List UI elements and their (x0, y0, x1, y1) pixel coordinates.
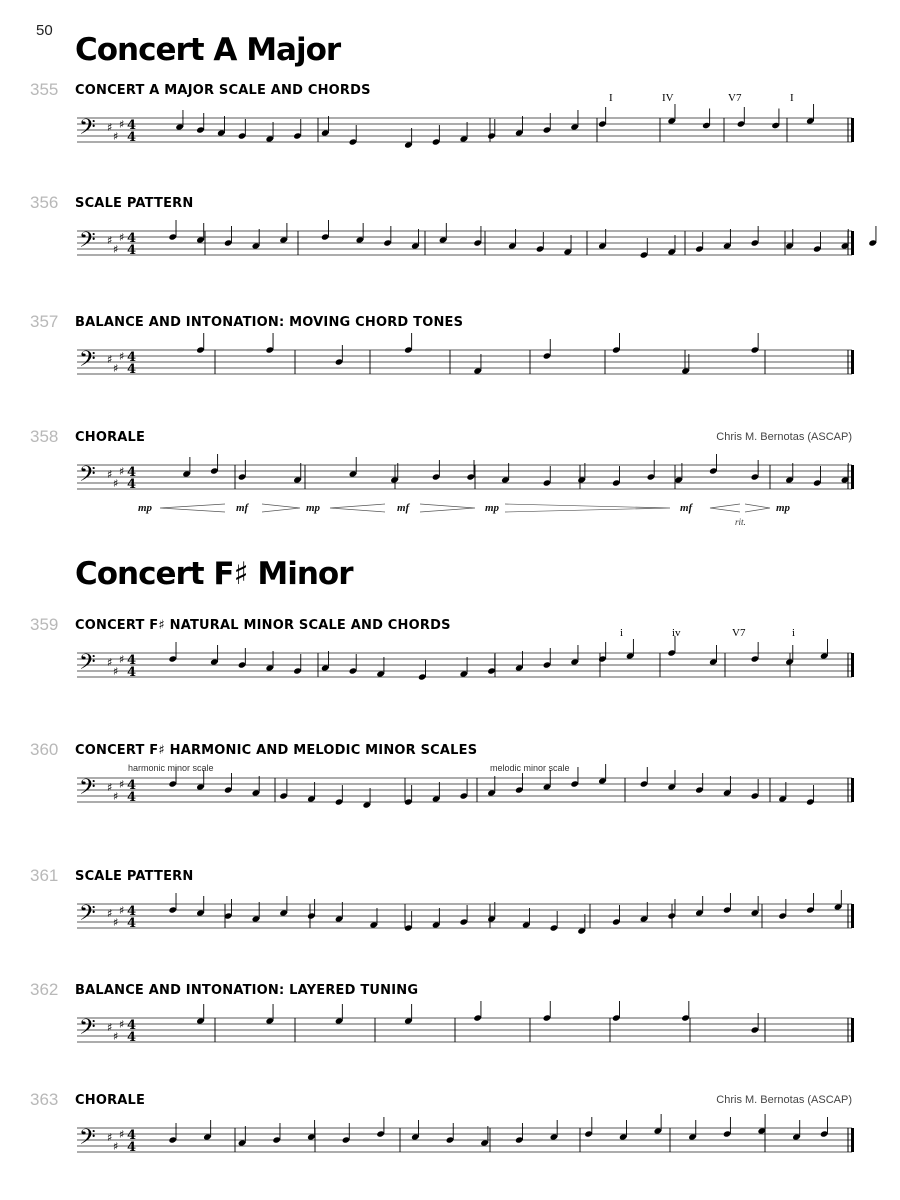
sharp-icon: ♯ (113, 477, 119, 490)
music-staff (0, 866, 900, 946)
decrescendo-hairpin (420, 504, 475, 512)
time-signature-bottom: 4 (127, 1140, 137, 1155)
music-staff (0, 1090, 900, 1170)
chord-label: i (792, 627, 796, 639)
exercise-title: SCALE PATTERN (75, 196, 194, 211)
sharp-icon: ♯ (113, 790, 119, 803)
exercise-number: 362 (30, 980, 59, 999)
final-barline (851, 231, 854, 255)
time-signature-bottom: 4 (127, 362, 137, 377)
final-barline (851, 904, 854, 928)
time-signature-bottom: 4 (127, 243, 137, 258)
time-signature-bottom: 4 (127, 1030, 137, 1045)
final-barline (851, 350, 854, 374)
sharp-icon: ♯ (107, 234, 113, 247)
sharp-icon: ♯ (113, 1030, 119, 1043)
final-barline (851, 1018, 854, 1042)
section-title-a-major: Concert A Major (75, 32, 341, 68)
decrescendo-hairpin (262, 504, 300, 512)
final-barline (851, 778, 854, 802)
sharp-icon: ♯ (119, 465, 125, 478)
chord-label: V7 (732, 627, 746, 639)
chord-label: IV (662, 92, 674, 104)
bass-clef-icon: 𝄢 (79, 1015, 96, 1045)
section-title-f-sharp-minor: Concert F♯ Minor (75, 556, 353, 592)
composer-credit: Chris M. Bernotas (ASCAP) (716, 431, 852, 443)
sharp-icon: ♯ (119, 778, 125, 791)
sharp-icon: ♯ (113, 916, 119, 929)
music-staff (0, 80, 900, 160)
exercise-number: 358 (30, 427, 59, 446)
time-signature-top: 4 (127, 1018, 137, 1033)
exercise-number: 357 (30, 312, 59, 331)
sharp-icon: ♯ (107, 121, 113, 134)
music-staff (0, 740, 900, 820)
bass-clef-icon: 𝄢 (79, 462, 96, 492)
bass-clef-icon: 𝄢 (79, 901, 96, 931)
exercise-title: BALANCE AND INTONATION: LAYERED TUNING (75, 983, 419, 998)
bass-clef-icon: 𝄢 (79, 1125, 96, 1155)
sharp-icon: ♯ (119, 1128, 125, 1141)
exercise-number: 359 (30, 615, 59, 634)
chord-label: I (609, 92, 613, 104)
sharp-icon: ♯ (107, 656, 113, 669)
exercise-title: CONCERT A MAJOR SCALE AND CHORDS (75, 83, 371, 98)
hairpins (0, 427, 900, 527)
dynamic-marking: mf (397, 502, 410, 514)
music-staff (0, 312, 900, 392)
sharp-icon: ♯ (119, 350, 125, 363)
sharp-icon: ♯ (107, 468, 113, 481)
time-signature-top: 4 (127, 350, 137, 365)
sharp-icon: ♯ (119, 118, 125, 131)
time-signature-top: 4 (127, 231, 137, 246)
crescendo-hairpin (330, 504, 385, 512)
exercise-title: CONCERT F♯ NATURAL MINOR SCALE AND CHORDS (75, 618, 451, 633)
exercise-number: 361 (30, 866, 59, 885)
sharp-icon: ♯ (107, 1131, 113, 1144)
time-signature-top: 4 (127, 904, 137, 919)
composer-credit: Chris M. Bernotas (ASCAP) (716, 1094, 852, 1106)
annotation-harmonic: harmonic minor scale (128, 763, 214, 773)
final-barline (851, 118, 854, 142)
dynamic-marking: mf (236, 502, 249, 514)
final-barline (851, 653, 854, 677)
chord-label: I (790, 92, 794, 104)
exercise-number: 360 (30, 740, 59, 759)
ritardando-marking: rit. (735, 517, 746, 527)
decrescendo-hairpin (745, 504, 770, 512)
chord-label: iv (672, 627, 681, 639)
time-signature-top: 4 (127, 653, 137, 668)
sharp-icon: ♯ (113, 362, 119, 375)
chord-label: i (620, 627, 624, 639)
music-staff (0, 615, 900, 695)
annotation-melodic: melodic minor scale (490, 763, 570, 773)
sharp-icon: ♯ (119, 904, 125, 917)
dynamic-marking: mf (680, 502, 693, 514)
sharp-icon: ♯ (119, 231, 125, 244)
sharp-icon: ♯ (113, 130, 119, 143)
music-staff (0, 193, 900, 273)
exercise-number: 356 (30, 193, 59, 212)
exercise-title: CONCERT F♯ HARMONIC AND MELODIC MINOR SCALES (75, 743, 478, 758)
dynamic-marking: mp (485, 502, 500, 514)
sharp-icon: ♯ (113, 1140, 119, 1153)
time-signature-bottom: 4 (127, 665, 137, 680)
sharp-icon: ♯ (107, 907, 113, 920)
final-barline (851, 1128, 854, 1152)
sharp-icon: ♯ (107, 1021, 113, 1034)
sharp-icon: ♯ (113, 243, 119, 256)
music-staff (0, 980, 900, 1060)
dynamic-marking: mp (138, 502, 153, 514)
decrescendo-hairpin (505, 504, 670, 512)
page-number: 50 (36, 22, 53, 39)
bass-clef-icon: 𝄢 (79, 650, 96, 680)
sharp-icon: ♯ (113, 665, 119, 678)
sharp-icon: ♯ (119, 1018, 125, 1031)
bass-clef-icon: 𝄢 (79, 228, 96, 258)
exercise-number: 355 (30, 80, 59, 99)
exercise-title: SCALE PATTERN (75, 869, 194, 884)
bass-clef-icon: 𝄢 (79, 115, 96, 145)
dynamic-marking: mp (306, 502, 321, 514)
crescendo-hairpin (710, 504, 740, 512)
sharp-icon: ♯ (119, 653, 125, 666)
exercise-title: CHORALE (75, 430, 146, 445)
time-signature-bottom: 4 (127, 790, 137, 805)
dynamic-marking: mp (776, 502, 791, 514)
crescendo-hairpin (160, 504, 225, 512)
bass-clef-icon: 𝄢 (79, 347, 96, 377)
sharp-icon: ♯ (107, 781, 113, 794)
exercise-title: BALANCE AND INTONATION: MOVING CHORD TONES (75, 315, 464, 330)
time-signature-bottom: 4 (127, 477, 137, 492)
bass-clef-icon: 𝄢 (79, 775, 96, 805)
chord-label: V7 (728, 92, 742, 104)
exercise-number: 363 (30, 1090, 59, 1109)
time-signature-bottom: 4 (127, 130, 137, 145)
sharp-icon: ♯ (107, 353, 113, 366)
time-signature-bottom: 4 (127, 916, 137, 931)
time-signature-top: 4 (127, 1128, 137, 1143)
time-signature-top: 4 (127, 778, 137, 793)
exercise-title: CHORALE (75, 1093, 146, 1108)
time-signature-top: 4 (127, 118, 137, 133)
time-signature-top: 4 (127, 465, 137, 480)
